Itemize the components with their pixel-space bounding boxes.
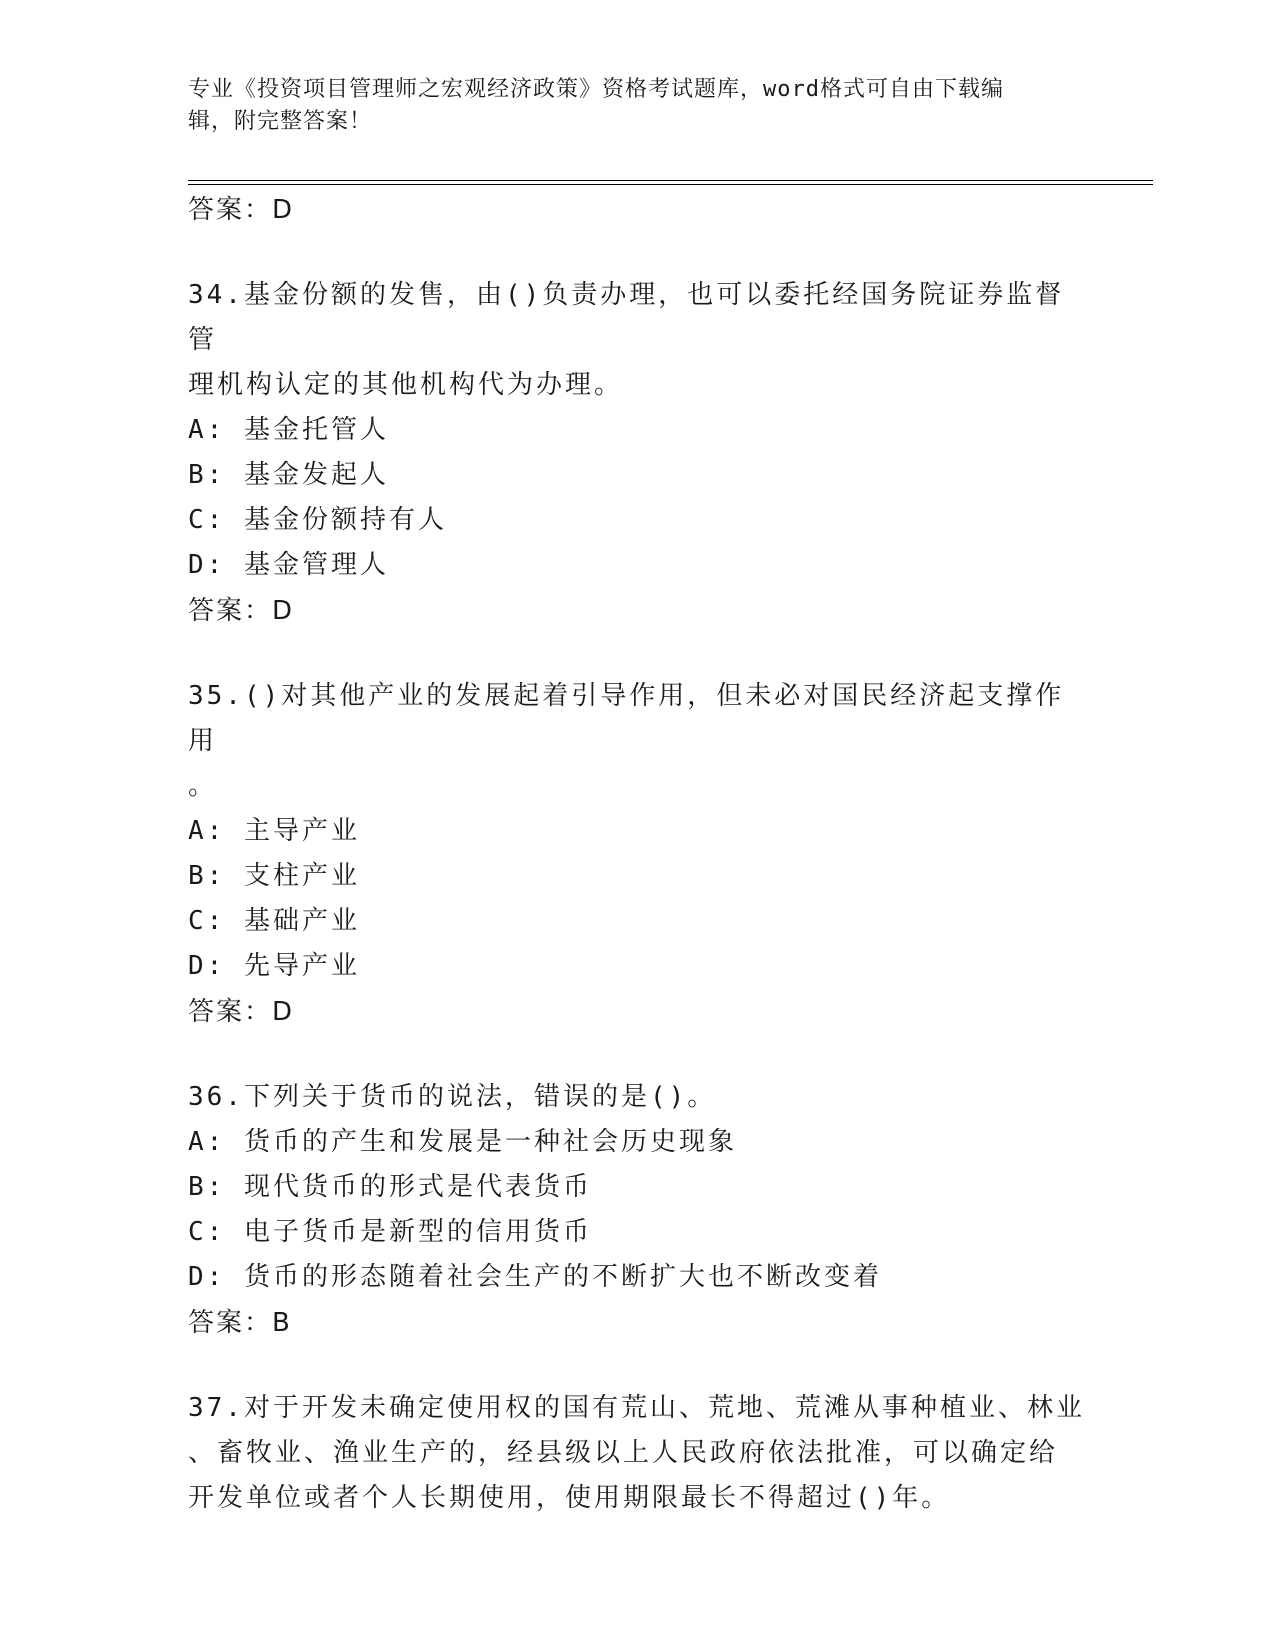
question-37-line-1: 37.对于开发未确定使用权的国有荒山、荒地、荒滩从事种植业、林业 bbox=[188, 1393, 1085, 1423]
question-34-line-2: 理机构认定的其他机构代为办理。 bbox=[188, 370, 624, 400]
question-35-line-1: 35.()对其他产业的发展起着引导作用，但未必对国民经济起支撑作用 bbox=[188, 681, 1065, 756]
question-35-line-2: 。 bbox=[188, 771, 218, 801]
question-35 bbox=[188, 674, 1088, 1035]
document-header bbox=[188, 74, 1068, 138]
question-36-answer: 答案：B bbox=[188, 1308, 292, 1338]
header-rule-bottom bbox=[188, 184, 1153, 185]
question-35-answer: 答案：D bbox=[188, 997, 295, 1027]
question-36-text bbox=[188, 1075, 1088, 1120]
header-rule-top bbox=[188, 180, 1153, 181]
question-37-line-3: 开发单位或者个人长期使用，使用期限最长不得超过()年。 bbox=[188, 1483, 951, 1513]
question-35-option-a: A: 主导产业 bbox=[188, 816, 360, 846]
question-36-option-d: D: 货币的形态随着社会生产的不断扩大也不断改变着 bbox=[188, 1262, 882, 1292]
question-36-line-1: 36.下列关于货币的说法，错误的是()。 bbox=[188, 1082, 717, 1112]
question-34-text bbox=[188, 273, 1088, 408]
question-37-text bbox=[188, 1386, 1088, 1521]
question-36-option-b: B: 现代货币的形式是代表货币 bbox=[188, 1172, 592, 1202]
question-36-option-c: C: 电子货币是新型的信用货币 bbox=[188, 1217, 592, 1247]
previous-answer: 答案：D bbox=[188, 195, 295, 225]
question-34-option-b: B: 基金发起人 bbox=[188, 460, 389, 490]
question-34-option-a: A: 基金托管人 bbox=[188, 415, 389, 445]
header-line-2: 辑，附完整答案！ bbox=[188, 109, 373, 134]
question-35-option-d: D: 先导产业 bbox=[188, 951, 360, 981]
question-34-option-c: C: 基金份额持有人 bbox=[188, 505, 447, 535]
question-35-text bbox=[188, 674, 1088, 809]
document-body bbox=[188, 187, 1088, 1521]
question-34 bbox=[188, 273, 1088, 634]
question-36-option-a: A: 货币的产生和发展是一种社会历史现象 bbox=[188, 1127, 737, 1157]
question-36 bbox=[188, 1075, 1088, 1346]
header-line-1: 专业《投资项目管理师之宏观经济政策》资格考试题库，word格式可自由下载编 bbox=[188, 77, 1004, 102]
question-35-option-b: B: 支柱产业 bbox=[188, 861, 360, 891]
question-34-answer: 答案：D bbox=[188, 596, 295, 626]
question-34-option-d: D: 基金管理人 bbox=[188, 550, 389, 580]
question-35-option-c: C: 基础产业 bbox=[188, 906, 360, 936]
question-37 bbox=[188, 1386, 1088, 1521]
question-37-line-2: 、畜牧业、渔业生产的，经县级以上人民政府依法批准，可以确定给 bbox=[188, 1438, 1059, 1468]
question-34-line-1: 34.基金份额的发售，由()负责办理，也可以委托经国务院证券监督管 bbox=[188, 280, 1065, 355]
